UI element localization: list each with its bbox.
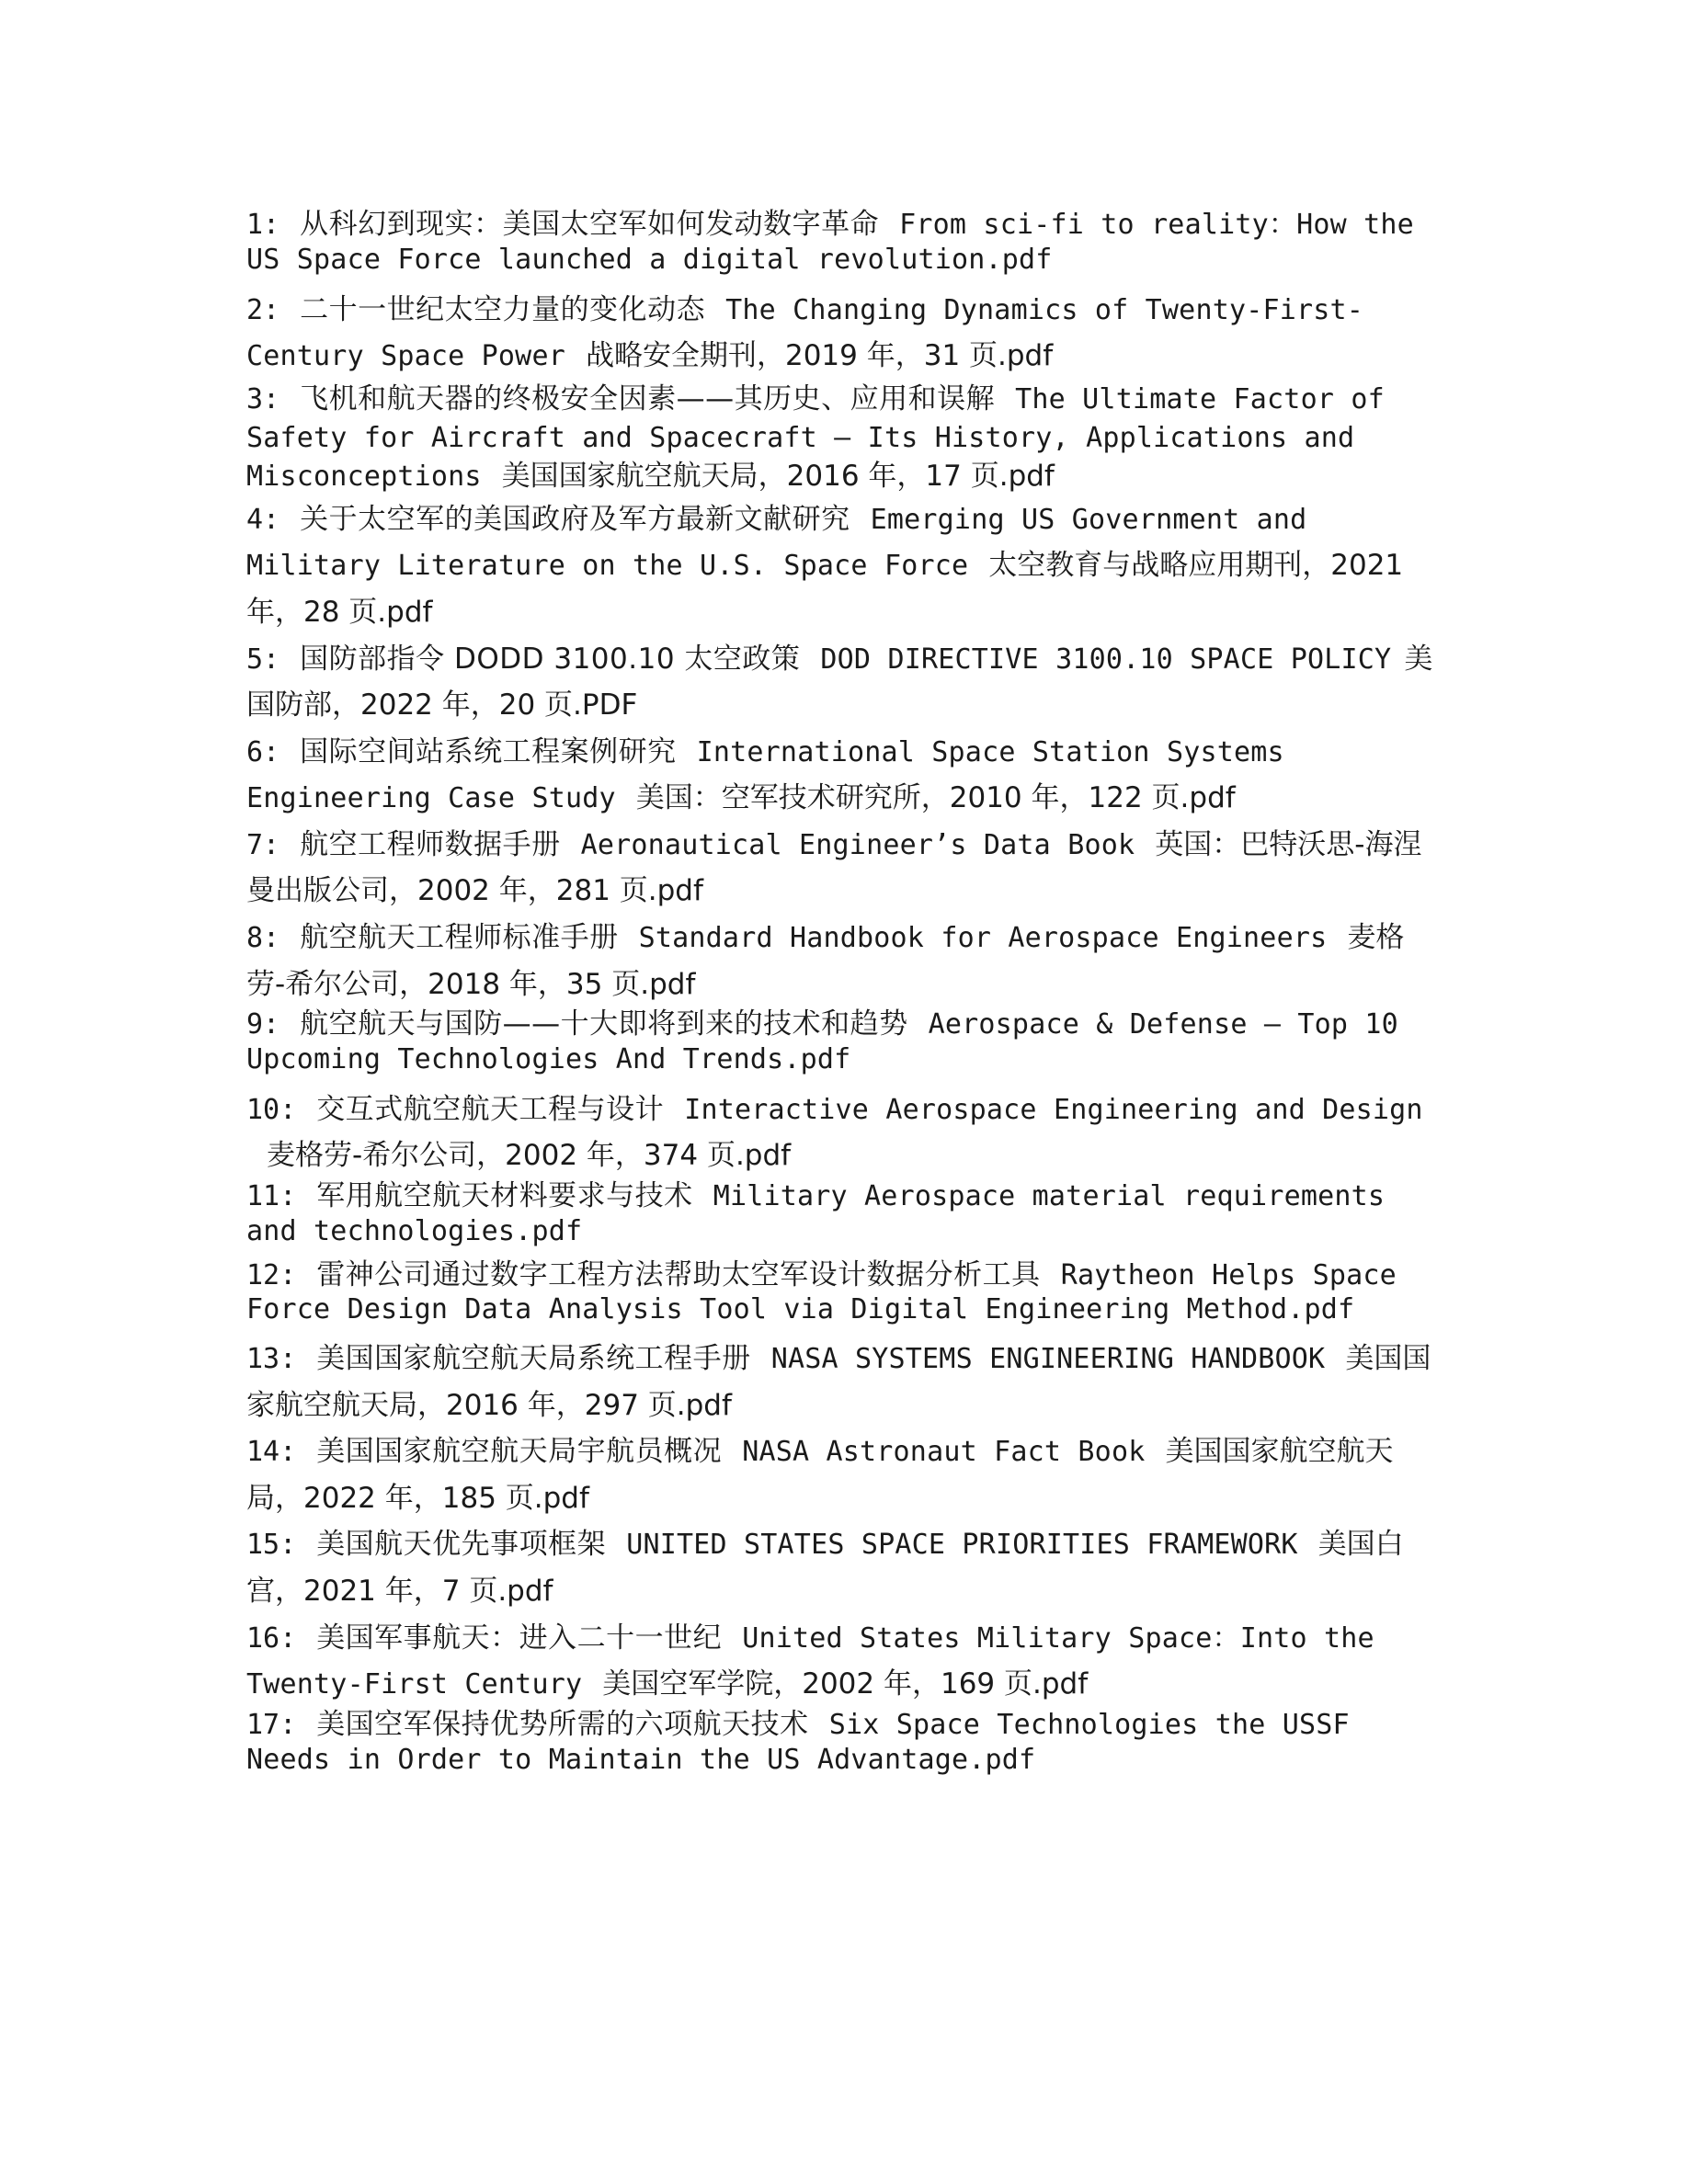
entry-title-zh: 二十一世纪太空力量的变化动态 (300, 292, 706, 326)
reference-list (246, 208, 1442, 1786)
entry-source: 美国防部，2022 年，20 页.PDF (246, 642, 1433, 722)
entry-number: 2: (246, 293, 280, 326)
entry-number: 7: (246, 828, 280, 861)
list-item (246, 1615, 1442, 1708)
list-item (246, 1428, 1442, 1521)
list-item (246, 496, 1442, 636)
entry-title-en: NASA Astronaut Fact Book (742, 1436, 1146, 1469)
entry-title-zh: 国防部指令 DODD 3100.10 太空政策 (300, 642, 801, 676)
entry-title-zh: 美国国家航空航天局系统工程手册 (316, 1342, 751, 1376)
list-item (246, 1258, 1442, 1326)
list-item (246, 729, 1442, 822)
list-item (246, 1179, 1442, 1249)
entry-title-en: International Space Station Systems Engineering Case Study (246, 735, 1284, 815)
entry-number: 17: (246, 1708, 297, 1741)
entry-number: 14: (246, 1436, 297, 1469)
list-item (246, 1336, 1442, 1428)
entry-title-zh: 飞机和航天器的终极安全因素——其历史、应用和误解 (300, 381, 996, 415)
list-item (246, 1708, 1442, 1778)
entry-title-en: Standard Handbook for Aerospace Engineers (638, 922, 1328, 955)
entry-number: 4: (246, 503, 280, 536)
entry-title-en: Aerospace & Defense — Top 10 Upcoming Technologies And Trends.pdf (246, 1008, 1398, 1076)
entry-source: 麦格劳-希尔公司，2018 年，35 页.pdf (246, 921, 1405, 1001)
entry-source: 美国：空军技术研究所，2010 年，122 页.pdf (635, 781, 1236, 815)
entry-number: 1: (246, 209, 280, 241)
entry-number: 16: (246, 1621, 297, 1655)
entry-number: 6: (246, 735, 280, 768)
entry-number: 5: (246, 643, 280, 676)
entry-title-en: Raytheon Helps Space Force Design Data Analysis Tool via Digital Engineering Method.pdf (246, 1258, 1397, 1325)
entry-title-en: Emerging US Government and Military Literature on the U.S. Space Force (246, 503, 1307, 583)
list-item (246, 822, 1442, 915)
entry-title-zh: 美国国家航空航天局宇航员概况 (316, 1435, 723, 1469)
entry-title-en: The Changing Dynamics of Twenty-First-Century Space Power (246, 293, 1364, 373)
entry-title-zh: 关于太空军的美国政府及军方最新文献研究 (300, 502, 850, 536)
entry-number: 11: (246, 1180, 297, 1213)
entry-number: 12: (246, 1258, 297, 1291)
entry-number: 3: (246, 382, 280, 415)
entry-title-zh: 航空工程师数据手册 (300, 827, 561, 861)
entry-title-zh: 国际空间站系统工程案例研究 (300, 734, 677, 768)
entry-title-en: The Ultimate Factor of Safety for Aircraft and Spacecraft – Its History, Applications and Misconceptions (246, 382, 1385, 493)
list-item (246, 208, 1442, 278)
entry-source: 美国国家航空航天局，2016 年，17 页.pdf (501, 459, 1055, 493)
entry-source: 战略安全期刊，2019 年，31 页.pdf (585, 339, 1054, 373)
list-item (246, 1521, 1442, 1614)
entry-title-en: Aeronautical Engineer’s Data Book (580, 828, 1135, 861)
entry-title-zh: 美国航天优先事项框架 (316, 1528, 607, 1562)
entry-title-zh: 航空航天与国防——十大即将到来的技术和趋势 (300, 1007, 908, 1041)
entry-title-zh: 美国空军保持优势所需的六项航天技术 (316, 1707, 809, 1741)
entry-source: 英国：巴特沃思-海涅曼出版公司，2002 年，281 页.pdf (246, 827, 1422, 908)
entry-source: 美国国家航空航天局，2016 年，297 页.pdf (246, 1342, 1431, 1422)
entry-source: 美国白宫，2021 年，7 页.pdf (246, 1528, 1404, 1609)
list-item (246, 636, 1442, 729)
entry-title-zh: 军用航空航天材料要求与技术 (316, 1179, 693, 1213)
entry-title-en: Six Space Technologies the USSF Needs in Order to Maintain the US Advantage.pdf (246, 1708, 1350, 1776)
list-item (246, 380, 1442, 496)
entry-number: 10: (246, 1093, 297, 1126)
entry-title-en: NASA SYSTEMS ENGINEERING HANDBOOK (770, 1343, 1326, 1376)
entry-title-en: Interactive Aerospace Engineering and Design (684, 1093, 1423, 1126)
entry-source: 麦格劳-希尔公司，2002 年，374 页.pdf (267, 1139, 792, 1173)
entry-title-zh: 航空航天工程师标准手册 (300, 921, 619, 955)
entry-number: 9: (246, 1008, 280, 1041)
list-item (246, 915, 1442, 1007)
entry-source: 太空教育与战略应用期刊，2021 年，28 页.pdf (246, 549, 1404, 629)
entry-number: 13: (246, 1343, 297, 1376)
list-item (246, 1007, 1442, 1077)
entry-title-en: From sci-fi to reality：How the US Space Force launched a digital revolution.pdf (246, 209, 1414, 276)
list-item (246, 287, 1442, 380)
list-item (246, 1086, 1442, 1179)
entry-number: 15: (246, 1529, 297, 1562)
entry-title-en: UNITED STATES SPACE PRIORITIES FRAMEWORK (626, 1529, 1298, 1562)
entry-title-en: United States Military Space：Into the Twenty-First Century (246, 1621, 1374, 1701)
entry-number: 8: (246, 922, 280, 955)
entry-title-en: Military Aerospace material requirements and technologies.pdf (246, 1180, 1386, 1247)
entry-title-zh: 美国军事航天：进入二十一世纪 (316, 1621, 723, 1655)
entry-title-en: DOD DIRECTIVE 3100.10 SPACE POLICY (820, 643, 1392, 676)
entry-title-zh: 从科幻到现实：美国太空军如何发动数字革命 (300, 208, 880, 241)
entry-source: 美国空军学院，2002 年，169 页.pdf (602, 1667, 1089, 1701)
entry-title-zh: 交互式航空航天工程与设计 (316, 1092, 665, 1126)
entry-title-zh: 雷神公司通过数字工程方法帮助太空军设计数据分析工具 (316, 1257, 1041, 1291)
entry-source: 美国国家航空航天局，2022 年，185 页.pdf (246, 1435, 1394, 1515)
